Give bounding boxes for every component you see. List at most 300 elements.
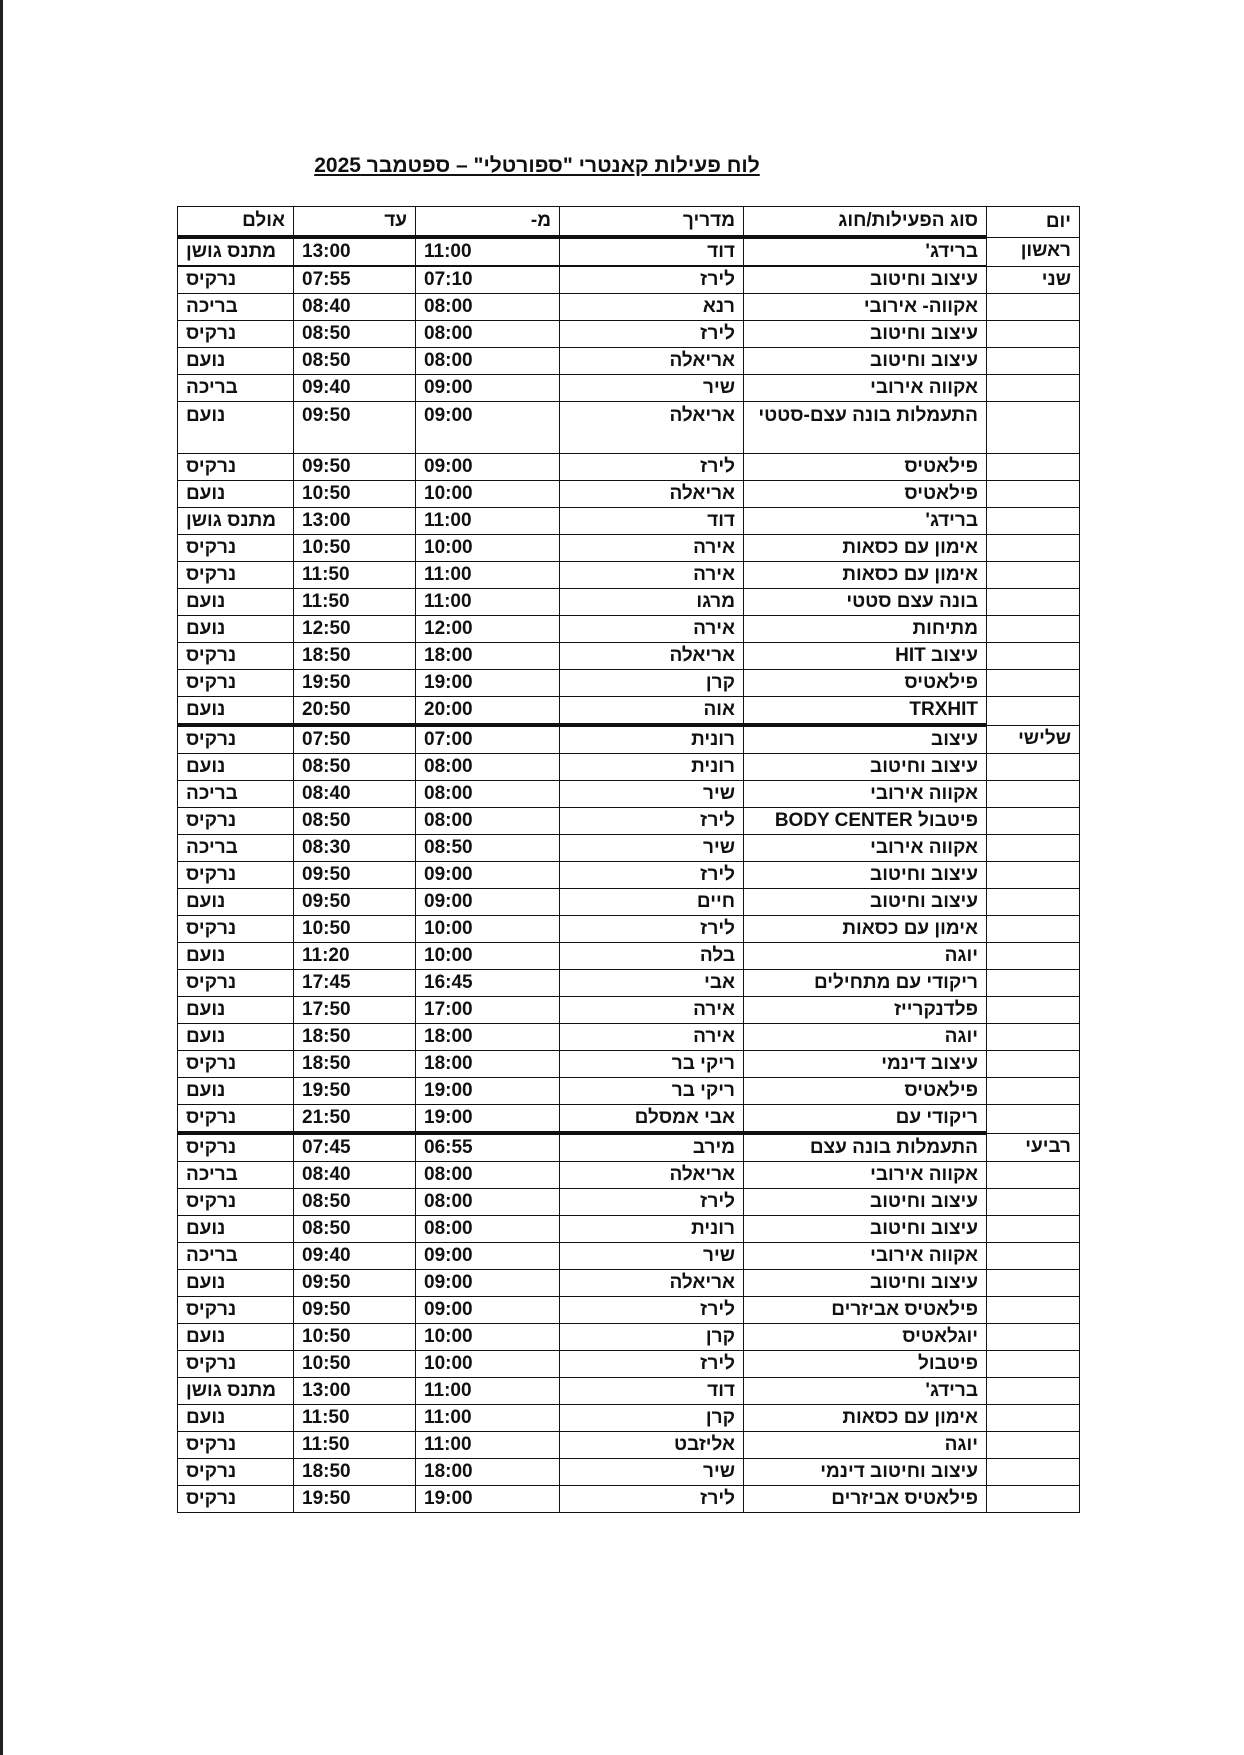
cell-from: 08:50	[416, 835, 560, 862]
cell-instructor: לירז	[560, 862, 744, 889]
cell-hall: נועם	[178, 1405, 294, 1432]
cell-day	[987, 481, 1080, 508]
cell-day	[987, 1459, 1080, 1486]
header-hall: אולם	[178, 207, 294, 238]
cell-instructor: דוד	[560, 508, 744, 535]
cell-activity: עיצוב HIT	[744, 643, 987, 670]
cell-activity: עיצוב וחיטוב	[744, 1216, 987, 1243]
cell-hall: נועם	[178, 1324, 294, 1351]
table-row	[178, 643, 1080, 670]
cell-instructor: חיים	[560, 889, 744, 916]
cell-day	[987, 1105, 1080, 1134]
cell-instructor: רונית	[560, 754, 744, 781]
cell-activity: אימון עם כסאות	[744, 562, 987, 589]
cell-from: 08:00	[416, 781, 560, 808]
table-row	[178, 916, 1080, 943]
cell-to: 13:00	[294, 237, 416, 266]
cell-day	[987, 1216, 1080, 1243]
cell-activity: TRXHIT	[744, 697, 987, 726]
cell-to: 07:55	[294, 266, 416, 294]
cell-hall: נרקיס	[178, 1051, 294, 1078]
cell-from: 07:10	[416, 266, 560, 294]
table-row	[178, 375, 1080, 402]
cell-from: 10:00	[416, 535, 560, 562]
cell-hall: נרקיס	[178, 535, 294, 562]
cell-hall: נועם	[178, 754, 294, 781]
cell-day	[987, 454, 1080, 481]
cell-activity: אימון עם כסאות	[744, 1405, 987, 1432]
cell-instructor: אוה	[560, 697, 744, 726]
table-row	[178, 616, 1080, 643]
cell-from: 12:00	[416, 616, 560, 643]
cell-from: 19:00	[416, 1105, 560, 1134]
cell-to: 09:50	[294, 1297, 416, 1324]
table-row	[178, 1105, 1080, 1134]
cell-activity: עיצוב וחיטוב	[744, 266, 987, 294]
table-row	[178, 1405, 1080, 1432]
cell-hall: נועם	[178, 889, 294, 916]
cell-instructor: שיר	[560, 835, 744, 862]
cell-hall: נועם	[178, 697, 294, 726]
cell-from: 06:55	[416, 1133, 560, 1162]
cell-activity: יוגה	[744, 1024, 987, 1051]
cell-hall: נרקיס	[178, 808, 294, 835]
cell-from: 18:00	[416, 1459, 560, 1486]
cell-hall: נרקיס	[178, 562, 294, 589]
table-row	[178, 889, 1080, 916]
cell-instructor: אבי אמסלם	[560, 1105, 744, 1134]
cell-hall: נועם	[178, 1270, 294, 1297]
table-row	[178, 1432, 1080, 1459]
cell-hall: נועם	[178, 589, 294, 616]
cell-from: 18:00	[416, 1051, 560, 1078]
cell-hall: מתנס גושן	[178, 1378, 294, 1405]
cell-to: 08:50	[294, 1189, 416, 1216]
cell-instructor: דוד	[560, 237, 744, 266]
cell-day	[987, 670, 1080, 697]
cell-to: 08:40	[294, 1162, 416, 1189]
scan-edge-line	[0, 0, 3, 1755]
table-row	[178, 402, 1080, 454]
cell-instructor: שיר	[560, 375, 744, 402]
cell-day	[987, 1024, 1080, 1051]
cell-activity: עיצוב וחיטוב דינמי	[744, 1459, 987, 1486]
cell-to: 07:45	[294, 1133, 416, 1162]
cell-instructor: לירז	[560, 808, 744, 835]
table-row	[178, 970, 1080, 997]
table-row	[178, 321, 1080, 348]
cell-activity: אקווה אירובי	[744, 1162, 987, 1189]
schedule-body	[178, 237, 1080, 1513]
table-row	[178, 1162, 1080, 1189]
cell-activity: פלדנקרייז	[744, 997, 987, 1024]
cell-hall: נרקיס	[178, 1133, 294, 1162]
cell-to: 09:40	[294, 1243, 416, 1270]
cell-day	[987, 835, 1080, 862]
cell-to: 10:50	[294, 1351, 416, 1378]
table-row	[178, 1243, 1080, 1270]
cell-from: 10:00	[416, 943, 560, 970]
cell-activity: אקווה אירובי	[744, 1243, 987, 1270]
page-title-text: לוח פעילות קאנטרי "ספורטלי" – ספטמבר 2025	[314, 154, 760, 177]
cell-activity: יוגלאטיס	[744, 1324, 987, 1351]
cell-to: 11:50	[294, 1432, 416, 1459]
cell-day	[987, 589, 1080, 616]
header-to: עד	[294, 207, 416, 238]
cell-activity: עיצוב וחיטוב	[744, 1270, 987, 1297]
cell-hall: בריכה	[178, 375, 294, 402]
cell-instructor: אירה	[560, 562, 744, 589]
cell-instructor: בלה	[560, 943, 744, 970]
cell-from: 18:00	[416, 1024, 560, 1051]
cell-activity: פילאטיס אביזרים	[744, 1297, 987, 1324]
cell-instructor: שיר	[560, 1243, 744, 1270]
cell-day: שלישי	[987, 725, 1080, 754]
cell-day	[987, 1324, 1080, 1351]
cell-activity: עיצוב וחיטוב	[744, 321, 987, 348]
cell-to: 21:50	[294, 1105, 416, 1134]
cell-from: 08:00	[416, 754, 560, 781]
cell-instructor: לירז	[560, 1486, 744, 1513]
cell-instructor: מירב	[560, 1133, 744, 1162]
table-row	[178, 1486, 1080, 1513]
cell-to: 18:50	[294, 1024, 416, 1051]
cell-day: ראשון	[987, 237, 1080, 266]
cell-activity: יוגה	[744, 1432, 987, 1459]
table-row	[178, 725, 1080, 754]
cell-to: 18:50	[294, 1051, 416, 1078]
cell-instructor: אירה	[560, 997, 744, 1024]
cell-from: 08:00	[416, 348, 560, 375]
table-row	[178, 1324, 1080, 1351]
table-row	[178, 1459, 1080, 1486]
cell-hall: מתנס גושן	[178, 508, 294, 535]
cell-from: 08:00	[416, 1189, 560, 1216]
cell-instructor: אריאלה	[560, 348, 744, 375]
cell-hall: נרקיס	[178, 725, 294, 754]
cell-to: 13:00	[294, 508, 416, 535]
cell-hall: בריכה	[178, 781, 294, 808]
cell-hall: נרקיס	[178, 454, 294, 481]
table-row	[178, 1270, 1080, 1297]
cell-to: 11:50	[294, 562, 416, 589]
cell-to: 19:50	[294, 1078, 416, 1105]
cell-activity: עיצוב	[744, 725, 987, 754]
cell-from: 10:00	[416, 1324, 560, 1351]
cell-hall: נרקיס	[178, 1105, 294, 1134]
cell-hall: נרקיס	[178, 1459, 294, 1486]
cell-instructor: שיר	[560, 1459, 744, 1486]
table-row	[178, 266, 1080, 294]
cell-instructor: מרגו	[560, 589, 744, 616]
cell-instructor: אירה	[560, 535, 744, 562]
cell-from: 09:00	[416, 1297, 560, 1324]
cell-from: 11:00	[416, 508, 560, 535]
cell-activity: אקווה אירובי	[744, 781, 987, 808]
table-row	[178, 562, 1080, 589]
cell-to: 08:40	[294, 294, 416, 321]
cell-activity: התעמלות בונה עצם-סטטי	[744, 402, 987, 454]
cell-to: 09:40	[294, 375, 416, 402]
schedule-table	[177, 206, 1080, 1513]
cell-hall: בריכה	[178, 835, 294, 862]
table-row	[178, 1297, 1080, 1324]
page-title	[0, 154, 1244, 178]
cell-from: 11:00	[416, 1405, 560, 1432]
cell-day	[987, 697, 1080, 726]
cell-instructor: אריאלה	[560, 1162, 744, 1189]
cell-instructor: אבי	[560, 970, 744, 997]
cell-day	[987, 348, 1080, 375]
cell-day	[987, 1486, 1080, 1513]
cell-instructor: לירז	[560, 454, 744, 481]
cell-from: 20:00	[416, 697, 560, 726]
cell-hall: נרקיס	[178, 1351, 294, 1378]
cell-from: 09:00	[416, 454, 560, 481]
cell-hall: בריכה	[178, 1162, 294, 1189]
table-row	[178, 1051, 1080, 1078]
table-row	[178, 1189, 1080, 1216]
cell-day	[987, 781, 1080, 808]
table-row	[178, 535, 1080, 562]
cell-day	[987, 754, 1080, 781]
cell-to: 09:50	[294, 402, 416, 454]
cell-activity: ריקודי עם	[744, 1105, 987, 1134]
cell-hall: נועם	[178, 481, 294, 508]
cell-instructor: ריקי בר	[560, 1078, 744, 1105]
cell-from: 09:00	[416, 375, 560, 402]
cell-activity: אקווה אירובי	[744, 835, 987, 862]
cell-activity: עיצוב וחיטוב	[744, 348, 987, 375]
cell-from: 17:00	[416, 997, 560, 1024]
cell-from: 19:00	[416, 1486, 560, 1513]
cell-to: 08:50	[294, 808, 416, 835]
cell-hall: נרקיס	[178, 266, 294, 294]
table-row	[178, 808, 1080, 835]
cell-hall: נועם	[178, 997, 294, 1024]
cell-day: שני	[987, 266, 1080, 294]
cell-from: 16:45	[416, 970, 560, 997]
cell-to: 08:50	[294, 754, 416, 781]
cell-to: 17:50	[294, 997, 416, 1024]
cell-to: 19:50	[294, 670, 416, 697]
cell-from: 09:00	[416, 1243, 560, 1270]
table-row	[178, 835, 1080, 862]
cell-activity: אקווה אירובי	[744, 375, 987, 402]
cell-activity: עיצוב וחיטוב	[744, 754, 987, 781]
table-row	[178, 1078, 1080, 1105]
cell-activity: ברידג'	[744, 508, 987, 535]
cell-hall: מתנס גושן	[178, 237, 294, 266]
cell-day	[987, 294, 1080, 321]
cell-activity: ברידג'	[744, 237, 987, 266]
cell-from: 11:00	[416, 562, 560, 589]
cell-day	[987, 1270, 1080, 1297]
cell-from: 08:00	[416, 1162, 560, 1189]
cell-to: 12:50	[294, 616, 416, 643]
cell-to: 09:50	[294, 454, 416, 481]
cell-activity: עיצוב וחיטוב	[744, 889, 987, 916]
cell-hall: נרקיס	[178, 643, 294, 670]
cell-hall: נרקיס	[178, 321, 294, 348]
cell-to: 08:50	[294, 1216, 416, 1243]
cell-instructor: קרן	[560, 1405, 744, 1432]
cell-from: 08:00	[416, 321, 560, 348]
cell-activity: ריקודי עם מתחילים	[744, 970, 987, 997]
table-row	[178, 781, 1080, 808]
cell-activity: אימון עם כסאות	[744, 916, 987, 943]
table-row	[178, 589, 1080, 616]
cell-hall: נרקיס	[178, 862, 294, 889]
cell-to: 08:30	[294, 835, 416, 862]
cell-instructor: לירז	[560, 1351, 744, 1378]
cell-to: 10:50	[294, 481, 416, 508]
cell-from: 08:00	[416, 808, 560, 835]
table-row	[178, 697, 1080, 726]
cell-activity: ברידג'	[744, 1378, 987, 1405]
cell-instructor: לירז	[560, 1297, 744, 1324]
table-row	[178, 294, 1080, 321]
cell-instructor: אריאלה	[560, 643, 744, 670]
cell-to: 13:00	[294, 1378, 416, 1405]
cell-to: 09:50	[294, 889, 416, 916]
cell-from: 09:00	[416, 1270, 560, 1297]
cell-day	[987, 643, 1080, 670]
cell-from: 08:00	[416, 1216, 560, 1243]
cell-day	[987, 1078, 1080, 1105]
cell-activity: עיצוב וחיטוב	[744, 862, 987, 889]
cell-from: 09:00	[416, 862, 560, 889]
cell-hall: נועם	[178, 1024, 294, 1051]
cell-instructor: קרן	[560, 1324, 744, 1351]
cell-instructor: אירה	[560, 616, 744, 643]
cell-activity: פיטבול	[744, 1351, 987, 1378]
cell-day	[987, 970, 1080, 997]
cell-from: 18:00	[416, 643, 560, 670]
cell-activity: יוגה	[744, 943, 987, 970]
table-row	[178, 754, 1080, 781]
table-row	[178, 1024, 1080, 1051]
cell-day	[987, 616, 1080, 643]
cell-to: 10:50	[294, 916, 416, 943]
cell-instructor: רנא	[560, 294, 744, 321]
cell-day	[987, 808, 1080, 835]
cell-to: 09:50	[294, 862, 416, 889]
cell-day: רביעי	[987, 1133, 1080, 1162]
cell-hall: נועם	[178, 348, 294, 375]
table-row	[178, 348, 1080, 375]
table-row	[178, 1133, 1080, 1162]
cell-to: 10:50	[294, 535, 416, 562]
cell-to: 11:50	[294, 1405, 416, 1432]
table-row	[178, 237, 1080, 266]
cell-hall: נרקיס	[178, 1297, 294, 1324]
cell-day	[987, 943, 1080, 970]
cell-to: 20:50	[294, 697, 416, 726]
cell-activity: פילאטיס	[744, 1078, 987, 1105]
cell-hall: נרקיס	[178, 916, 294, 943]
cell-to: 08:40	[294, 781, 416, 808]
cell-hall: נרקיס	[178, 1189, 294, 1216]
cell-hall: נרקיס	[178, 1486, 294, 1513]
cell-from: 11:00	[416, 237, 560, 266]
cell-hall: נועם	[178, 943, 294, 970]
cell-activity: פילאטיס	[744, 454, 987, 481]
table-row	[178, 943, 1080, 970]
cell-activity: פילאטיס	[744, 481, 987, 508]
table-row	[178, 1378, 1080, 1405]
table-row	[178, 454, 1080, 481]
cell-activity: עיצוב דינמי	[744, 1051, 987, 1078]
table-row	[178, 1351, 1080, 1378]
cell-to: 18:50	[294, 1459, 416, 1486]
cell-day	[987, 916, 1080, 943]
table-row	[178, 997, 1080, 1024]
cell-day	[987, 1189, 1080, 1216]
header-activity: סוג הפעילות/חוג	[744, 207, 987, 238]
cell-instructor: אריאלה	[560, 402, 744, 454]
table-row	[178, 862, 1080, 889]
header-row	[178, 207, 1080, 238]
cell-day	[987, 321, 1080, 348]
cell-day	[987, 1378, 1080, 1405]
cell-instructor: אריאלה	[560, 1270, 744, 1297]
table-row	[178, 1216, 1080, 1243]
cell-day	[987, 862, 1080, 889]
cell-day	[987, 1405, 1080, 1432]
cell-to: 19:50	[294, 1486, 416, 1513]
cell-hall: בריכה	[178, 294, 294, 321]
cell-instructor: אירה	[560, 1024, 744, 1051]
cell-day	[987, 535, 1080, 562]
cell-activity: פילאטיס	[744, 670, 987, 697]
cell-to: 07:50	[294, 725, 416, 754]
table-row	[178, 481, 1080, 508]
cell-from: 07:00	[416, 725, 560, 754]
cell-activity: פיטבול BODY CENTER	[744, 808, 987, 835]
cell-day	[987, 889, 1080, 916]
cell-activity: עיצוב וחיטוב	[744, 1189, 987, 1216]
cell-day	[987, 1351, 1080, 1378]
cell-from: 11:00	[416, 1378, 560, 1405]
cell-day	[987, 1051, 1080, 1078]
cell-to: 09:50	[294, 1270, 416, 1297]
cell-activity: התעמלות בונה עצם	[744, 1133, 987, 1162]
cell-hall: נועם	[178, 616, 294, 643]
cell-hall: נועם	[178, 1078, 294, 1105]
cell-from: 09:00	[416, 889, 560, 916]
cell-activity: אימון עם כסאות	[744, 535, 987, 562]
cell-day	[987, 997, 1080, 1024]
cell-instructor: אליזבט	[560, 1432, 744, 1459]
cell-hall: נרקיס	[178, 670, 294, 697]
cell-from: 10:00	[416, 481, 560, 508]
cell-day	[987, 1162, 1080, 1189]
table-row	[178, 670, 1080, 697]
cell-activity: פילאטיס אביזרים	[744, 1486, 987, 1513]
cell-instructor: אריאלה	[560, 481, 744, 508]
cell-to: 08:50	[294, 321, 416, 348]
cell-instructor: ריקי בר	[560, 1051, 744, 1078]
cell-from: 19:00	[416, 1078, 560, 1105]
cell-hall: בריכה	[178, 1243, 294, 1270]
cell-from: 08:00	[416, 294, 560, 321]
cell-activity: בונה עצם סטטי	[744, 589, 987, 616]
cell-day	[987, 375, 1080, 402]
cell-instructor: לירז	[560, 916, 744, 943]
header-day: יום	[987, 207, 1080, 238]
cell-to: 17:45	[294, 970, 416, 997]
